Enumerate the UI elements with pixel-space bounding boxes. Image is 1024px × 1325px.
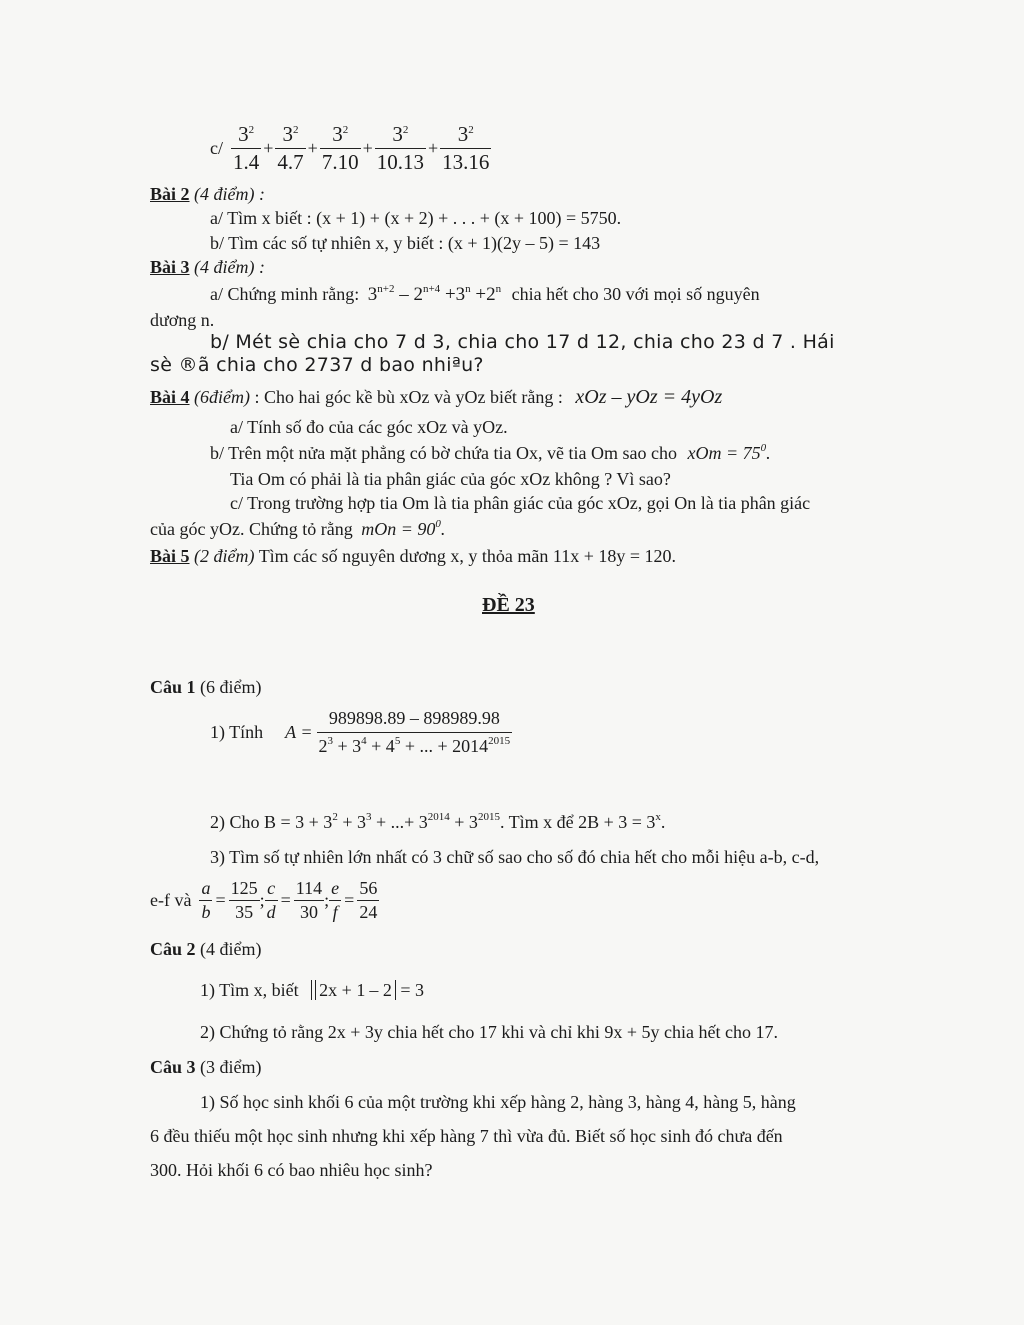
- cau1-q1: 1) Tính A = $\frac{989898.89 - 898989.98}{2^3 + 3^4 + 4^5 + ... + 2014^{2015}}$: [210, 708, 511, 756]
- bai3-title: Bài 3: [150, 257, 190, 277]
- bai5-text: Tìm các số nguyên dương x, y thỏa mãn 11x + 18y = 120.: [258, 546, 677, 566]
- bai4-formula: xOz – yOz = 4yOz: [575, 386, 723, 408]
- cau1-heading: [150, 677, 262, 698]
- bai4-c1: c/ Trong trường hợp tia Om là tia phân giác của góc xOz, gọi On là tia phân giác: [230, 493, 811, 513]
- bai4-b1: b/ Trên một nửa mặt phẳng có bờ chứa tia Ox, vẽ tia Om sao cho xOm = $75^0$.: [210, 442, 771, 463]
- bai1c-expression: [210, 122, 491, 175]
- bai5-title: Bài 5: [150, 546, 190, 566]
- cau1-q1-fraction: $\frac{989898.89 - 898989.98}{2^3 + 3^4 + 4^5 + ... + 2014^{2015}}$: [318, 708, 511, 756]
- bai4-title: Bài 4: [150, 387, 190, 407]
- cau3-heading: [150, 1057, 262, 1078]
- bai3-b-line1: b/ Mét sè chia cho 7 d 3, chia cho 17 d 12, chia cho 23 d 7 . Hái: [210, 331, 835, 353]
- cau2-points: (4 điểm): [200, 939, 262, 959]
- bai2-title: Bài 2: [150, 184, 190, 204]
- cau2-title: Câu 2: [150, 939, 196, 959]
- bai3-heading: [150, 257, 265, 278]
- cau3-points: (3 điểm): [200, 1057, 262, 1077]
- cau1-title: Câu 1: [150, 677, 196, 697]
- fraction-4: $\frac{3^2}{10.13}$: [376, 122, 424, 174]
- cau1-points: (6 điểm): [200, 677, 262, 697]
- bai4-heading: [150, 386, 722, 409]
- plus-sign: +: [307, 138, 318, 158]
- cau2-q1: 1) Tìm x, biết 2x + 1 – 2 = 3: [200, 980, 424, 1000]
- frac-e-f: $\frac{e}{f}$: [331, 878, 340, 922]
- plus-sign: +: [362, 138, 373, 158]
- bai4-b2: Tia Om có phải là tia phân giác của góc xOz không ? Vì sao?: [230, 469, 671, 489]
- fraction-3: $\frac{3^2}{7.10}$: [321, 122, 359, 174]
- plus-sign: +: [427, 138, 439, 158]
- plus-sign: +: [263, 138, 274, 158]
- frac-c-d: $\frac{c}{d}$: [266, 878, 276, 922]
- de-title: ĐỀ 23: [482, 594, 535, 616]
- cau3-line2: 6 đều thiếu một học sinh nhưng khi xếp hàng 7 thì vừa đủ. Biết số học sinh đó chưa đến: [150, 1126, 783, 1146]
- bai3-b-line2: sè ®ã chia cho 2737 d bao nhiªu?: [150, 354, 484, 376]
- frac-56-24: $\frac{56}{24}$: [359, 878, 378, 922]
- bai4-points: (6điểm): [194, 387, 250, 407]
- bai2-heading: [150, 184, 265, 205]
- bai4-c2: của góc yOz. Chứng tỏ rằng mOn = $90^0$.: [150, 518, 446, 539]
- frac-a-b: $\frac{a}{b}$: [201, 878, 211, 922]
- fraction-1: $\frac{3^2}{1.4}$: [233, 122, 260, 174]
- bai4-a: a/ Tính số đo của các góc xOz và yOz.: [230, 417, 508, 437]
- bai2-b: b/ Tìm các số tự nhiên x, y biết : (x + 1)(2y – 5) = 143: [210, 233, 601, 253]
- bai3-a: a/ Chứng minh rằng: $3^{n+2} - 2^{n+4} +3^n +2^n$ chia hết cho 30 với mọi số nguyên: [210, 283, 760, 305]
- frac-114-30: $\frac{114}{30}$: [295, 878, 323, 922]
- bai1c-label: c/: [210, 138, 223, 158]
- fraction-2: $\frac{3^2}{4.7}$: [277, 122, 304, 174]
- bai5: [150, 546, 676, 567]
- cau1-q2: 2) Cho $B = 3 + 3^2 + 3^3$ + ...+ $3^{2014} + 3^{2015}$. Tìm x để $2B + 3 = 3^x$.: [210, 811, 666, 832]
- cau1-q3-line2: e-f và $\frac{a}{b}$ = $\frac{125}{35}$ ; $\frac{c}{d}$ = $\frac{114}{30}$ ; $\frac{e}{f}$ = $\frac{56}{24}$: [150, 878, 378, 922]
- bai3-points: (4 điểm) :: [194, 257, 265, 277]
- frac-125-35: $\frac{125}{35}$: [230, 878, 258, 922]
- cau1-q3-line1: 3) Tìm số tự nhiên lớn nhất có 3 chữ số sao cho số đó chia hết cho mỗi hiệu a-b, c-d,: [210, 847, 820, 867]
- cau3-line1: 1) Số học sinh khối 6 của một trường khi xếp hàng 2, hàng 3, hàng 4, hàng 5, hàng: [200, 1092, 796, 1112]
- cau2-heading: [150, 939, 262, 960]
- cau3-title: Câu 3: [150, 1057, 196, 1077]
- abs-outer: 2x + 1 – 2: [311, 980, 396, 1000]
- bai2-points: (4 điểm) :: [194, 184, 265, 204]
- cau2-q2: 2) Chứng tỏ rằng 2x + 3y chia hết cho 17 khi và chỉ khi 9x + 5y chia hết cho 17.: [200, 1022, 778, 1042]
- bai3-a-line2: dương n.: [150, 310, 215, 330]
- bai5-points: (2 điểm): [194, 546, 255, 566]
- fraction-5: $\frac{3^2}{13.16}$: [442, 122, 490, 174]
- bai4-intro: : Cho hai góc kề bù xOz và yOz biết rằng :: [254, 387, 563, 407]
- cau3-line3: 300. Hỏi khối 6 có bao nhiêu học sinh?: [150, 1160, 433, 1180]
- bai2-a: a/ Tìm x biết : (x + 1) + (x + 2) + . . . + (x + 100) = 5750.: [210, 208, 622, 228]
